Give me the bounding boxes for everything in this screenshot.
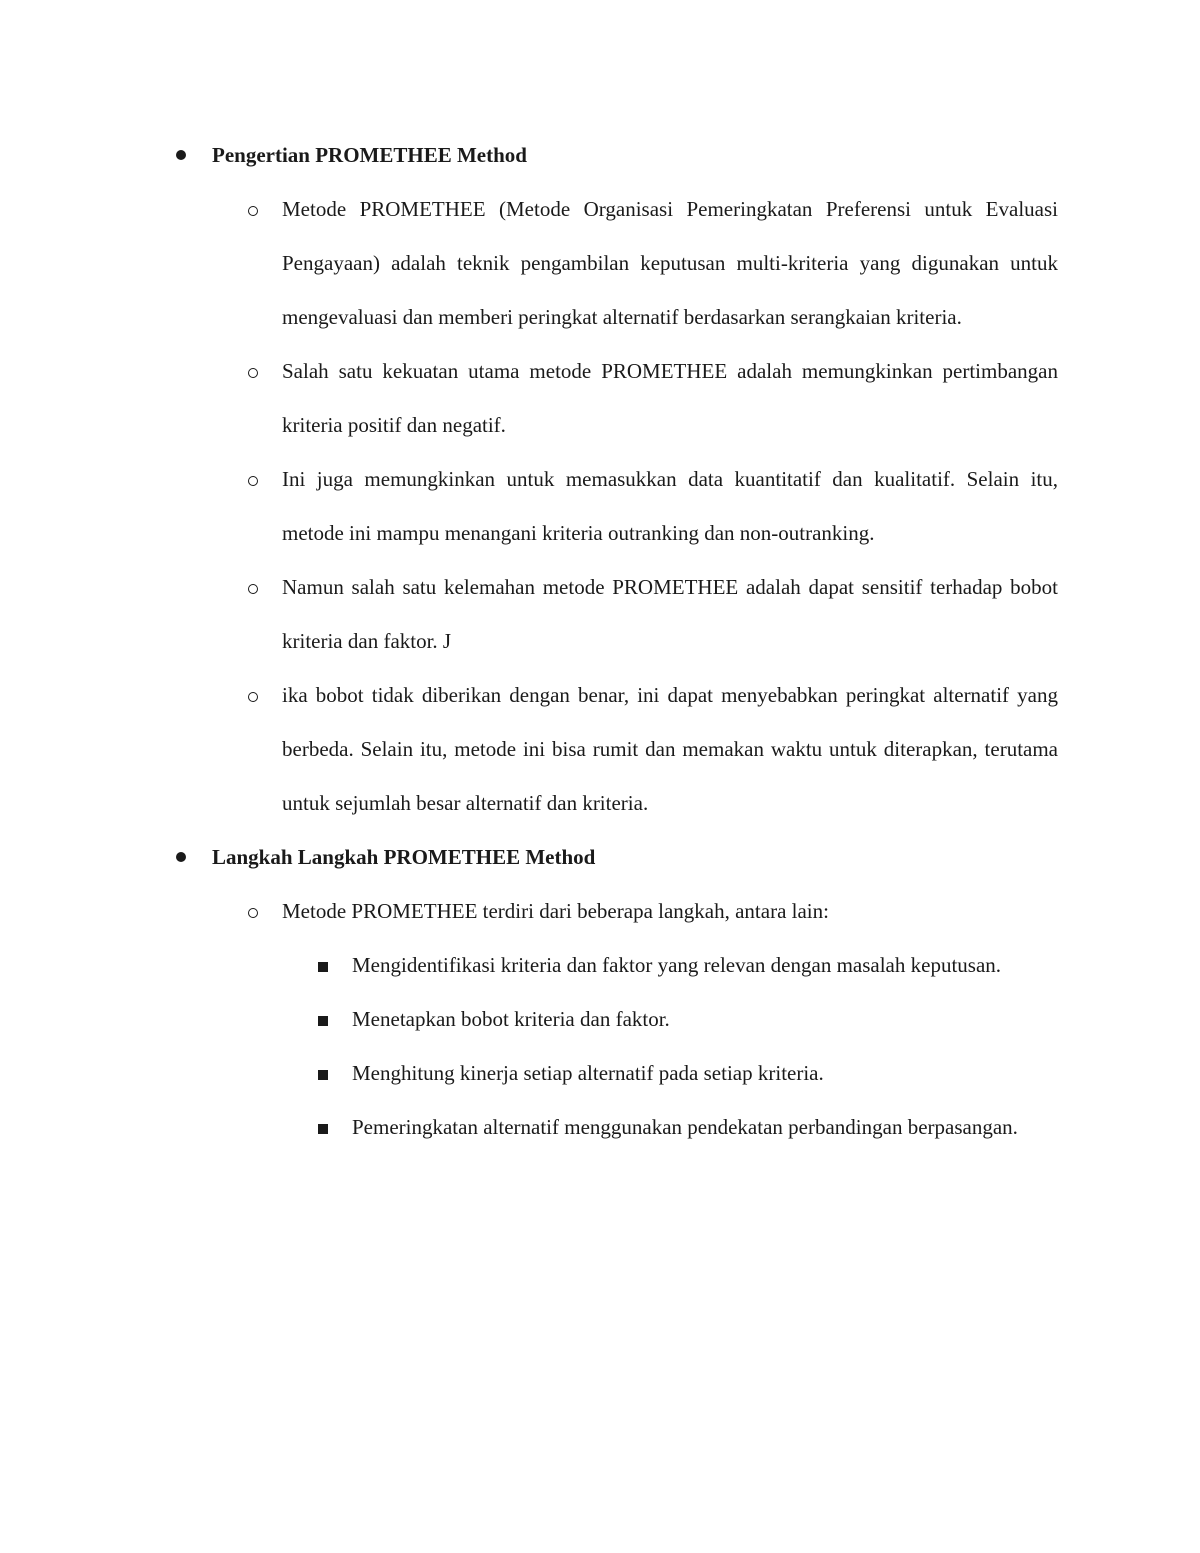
list-item [0,668,1200,830]
square-bullet-icon [318,992,328,1046]
step-item [0,938,1200,992]
list-item-text: Salah satu kekuatan utama metode PROMETHEE adalah memungkinkan pertimbangan kriteria positif dan negatif. [282,359,1058,437]
circle-bullet-icon [248,452,258,506]
disc-bullet-icon [176,128,186,182]
step-item-text: Menetapkan bobot kriteria dan faktor. [352,1007,670,1031]
list-item [0,182,1200,344]
list-item [0,344,1200,452]
circle-bullet-icon [248,560,258,614]
circle-bullet-icon [248,668,258,722]
disc-bullet-icon [176,830,186,884]
step-item-text: Mengidentifikasi kriteria dan faktor yang relevan dengan masalah keputusan. [352,953,1002,977]
list-item-text: Metode PROMETHEE (Metode Organisasi Pemeringkatan Preferensi untuk Evaluasi Pengayaan) adalah teknik pengambilan keputusan multi-kriteria yang digunakan untuk mengevaluasi dan memberi peringkat alternatif berdasarkan serangkaian kriteria. [282,197,1058,329]
section-heading-langkah [0,830,1200,884]
list-item [0,884,1200,938]
list-item-text: ika bobot tidak diberikan dengan benar, ini dapat menyebabkan peringkat alternatif yang berbeda. Selain itu, metode ini bisa rumit dan memakan waktu untuk diterapkan, terutama untuk sejumlah besar alternatif dan kriteria. [282,683,1058,815]
step-item [0,1100,1200,1154]
circle-bullet-icon [248,182,258,236]
step-item [0,1046,1200,1100]
section-heading-pengertian [0,128,1200,182]
list-item [0,560,1200,668]
square-bullet-icon [318,1046,328,1100]
square-bullet-icon [318,938,328,992]
list-item-text: Metode PROMETHEE terdiri dari beberapa langkah, antara lain: [282,899,829,923]
document-content [0,128,1200,1154]
circle-bullet-icon [248,884,258,938]
list-item-text: Namun salah satu kelemahan metode PROMETHEE adalah dapat sensitif terhadap bobot kriteria dan faktor. J [282,575,1058,653]
section-heading-text: Langkah Langkah PROMETHEE Method [212,845,596,869]
square-bullet-icon [318,1100,328,1154]
list-item [0,452,1200,560]
section-heading-text: Pengertian PROMETHEE Method [212,143,527,167]
step-item-text: Menghitung kinerja setiap alternatif pada setiap kriteria. [352,1061,824,1085]
circle-bullet-icon [248,344,258,398]
step-item [0,992,1200,1046]
step-item-text: Pemeringkatan alternatif menggunakan pendekatan perbandingan berpasangan. [352,1115,1018,1139]
list-item-text: Ini juga memungkinkan untuk memasukkan data kuantitatif dan kualitatif. Selain itu, metode ini mampu menangani kriteria outranking dan non-outranking. [282,467,1058,545]
